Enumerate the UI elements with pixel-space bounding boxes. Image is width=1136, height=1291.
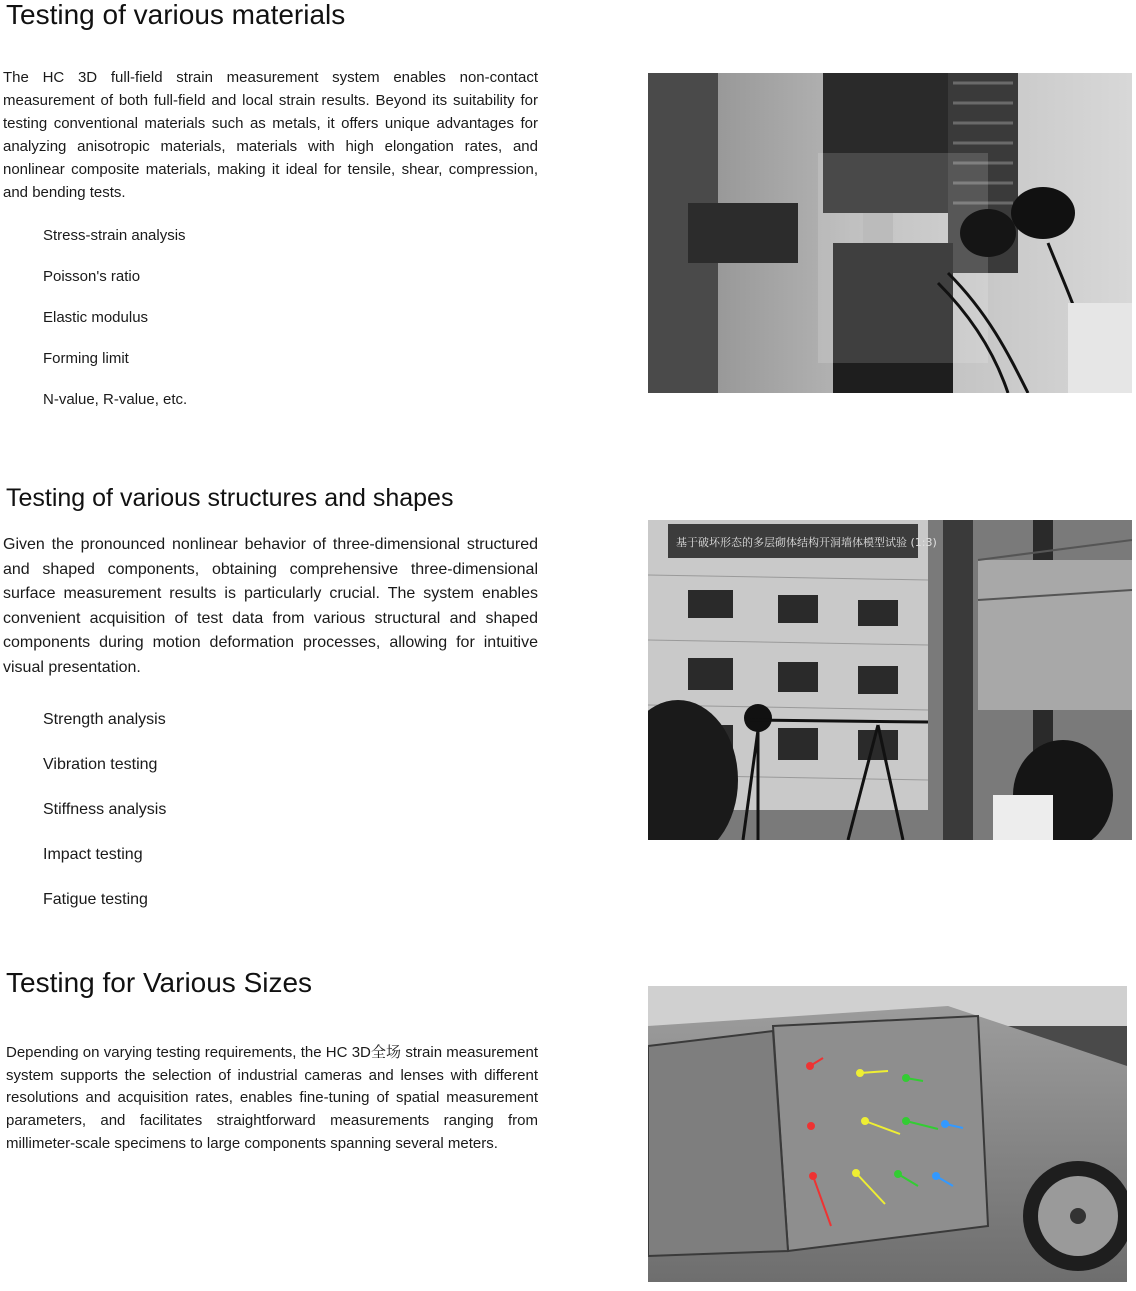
feature-list-materials xyxy=(43,225,187,430)
section-paragraph-structures: Given the pronounced nonlinear behavior of three-dimensional structured and shaped components, obtaining comprehensive three-dimensional surface measurement results is particularly crucial. The system enables convenient acquisition of test data from various structural and shaped components during motion deformation processes, allowing for intuitive visual presentation. xyxy=(3,536,538,676)
list-item: Poisson's ratio xyxy=(43,268,141,285)
list-item: Vibration testing xyxy=(43,756,158,773)
materials-testing-machine-photo xyxy=(648,73,1132,393)
section-paragraph-sizes: Depending on varying testing requirements, the HC 3D全场 strain measurement system supports the selection of industrial cameras and lenses with different resolutions and acquisition rates, enables fine-tuning of spatial measurement parameters, and facilitates straightforward measurements ranging from millimeter-scale specimens to large components spanning several meters. xyxy=(6,1044,538,1152)
feature-list-structures xyxy=(43,709,166,934)
list-item: Elastic modulus xyxy=(43,309,149,326)
list-item: Stress-strain analysis xyxy=(43,227,186,244)
list-item: Stiffness analysis xyxy=(43,801,167,818)
section-title-structures: Testing of various structures and shapes xyxy=(6,484,454,512)
list-item: N-value, R-value, etc. xyxy=(43,391,188,408)
section-title-materials: Testing of various materials xyxy=(6,0,346,30)
masonry-structure-test-photo xyxy=(648,520,1132,840)
list-item: Forming limit xyxy=(43,350,129,367)
list-item: Fatigue testing xyxy=(43,891,148,908)
list-item: Impact testing xyxy=(43,846,143,863)
section-paragraph-materials: The HC 3D full-field strain measurement system enables non-contact measurement of both full-field and local strain results. Beyond its suitability for testing conventional materials such as metals, it offers unique advantages for analyzing anisotropic materials, materials with high elongation rates, and nonlinear composite materials, making it ideal for tensile, shear, compression, and bending tests. xyxy=(3,69,538,201)
section-title-sizes: Testing for Various Sizes xyxy=(6,967,313,998)
car-door-measurement-photo xyxy=(648,986,1127,1282)
banner-text: 基于破坏形态的多层砌体结构开洞墙体模型试验 (1:3) xyxy=(676,536,937,549)
list-item: Strength analysis xyxy=(43,711,166,728)
